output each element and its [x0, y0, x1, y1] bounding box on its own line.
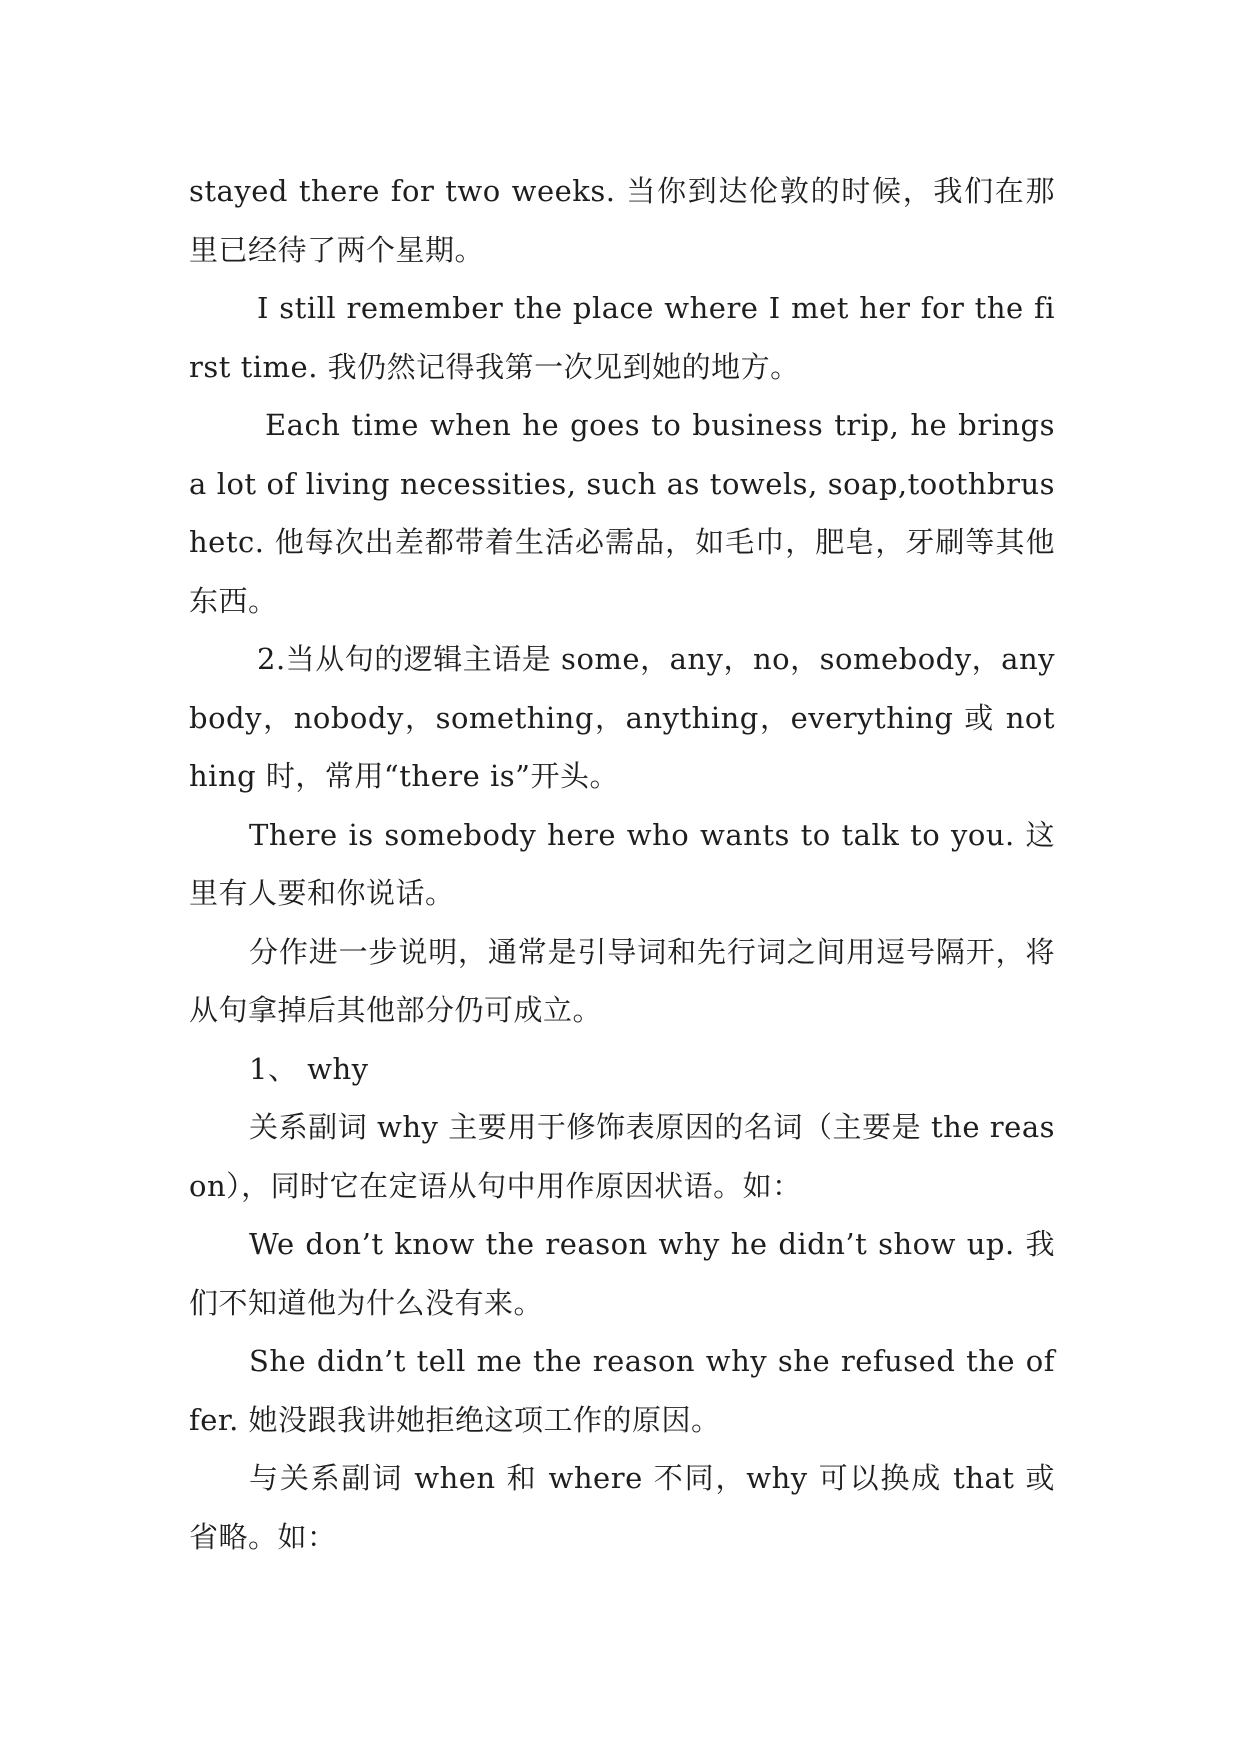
paragraph-rule-2: 2.当从句的逻辑主语是 some，any，no，somebody，anybody，nobody，something，anything，everything 或 nothing 时，常用“there is”开头。	[189, 642, 1055, 793]
paragraph-continuation: stayed there for two weeks. 当你到达伦敦的时候，我们在那里已经待了两个星期。	[189, 174, 1055, 267]
paragraph-example-business-trip: Each time when he goes to business trip, he brings a lot of living necessities, such as towels, soap,toothbrushetc. 他每次出差都带着生活必需品，如毛巾，肥皂，牙刷等其他东西。	[189, 408, 1055, 618]
paragraph-example-somebody: There is somebody here who wants to talk to you. 这里有人要和你说话。	[189, 817, 1055, 910]
heading-why: 1、 why	[249, 1051, 369, 1086]
paragraph-example-refused-offer: She didn’t tell me the reason why she refused the offer. 她没跟我讲她拒绝这项工作的原因。	[189, 1344, 1055, 1437]
paragraph-example-place: I still remember the place where I met her for the first time. 我仍然记得我第一次见到她的地方。	[189, 291, 1055, 384]
paragraph-explanation: 分作进一步说明，通常是引导词和先行词之间用逗号隔开，将从句拿掉后其他部分仍可成立。	[189, 934, 1055, 1027]
document-body	[189, 162, 1055, 1566]
paragraph-why-difference: 与关系副词 when 和 where 不同，why 可以换成 that 或省略。如：	[189, 1461, 1055, 1554]
paragraph-example-show-up: We don’t know the reason why he didn’t show up. 我们不知道他为什么没有来。	[189, 1227, 1055, 1320]
paragraph-why-definition: 关系副词 why 主要用于修饰表原因的名词（主要是 the reason），同时它在定语从句中用作原因状语。如：	[189, 1110, 1055, 1203]
